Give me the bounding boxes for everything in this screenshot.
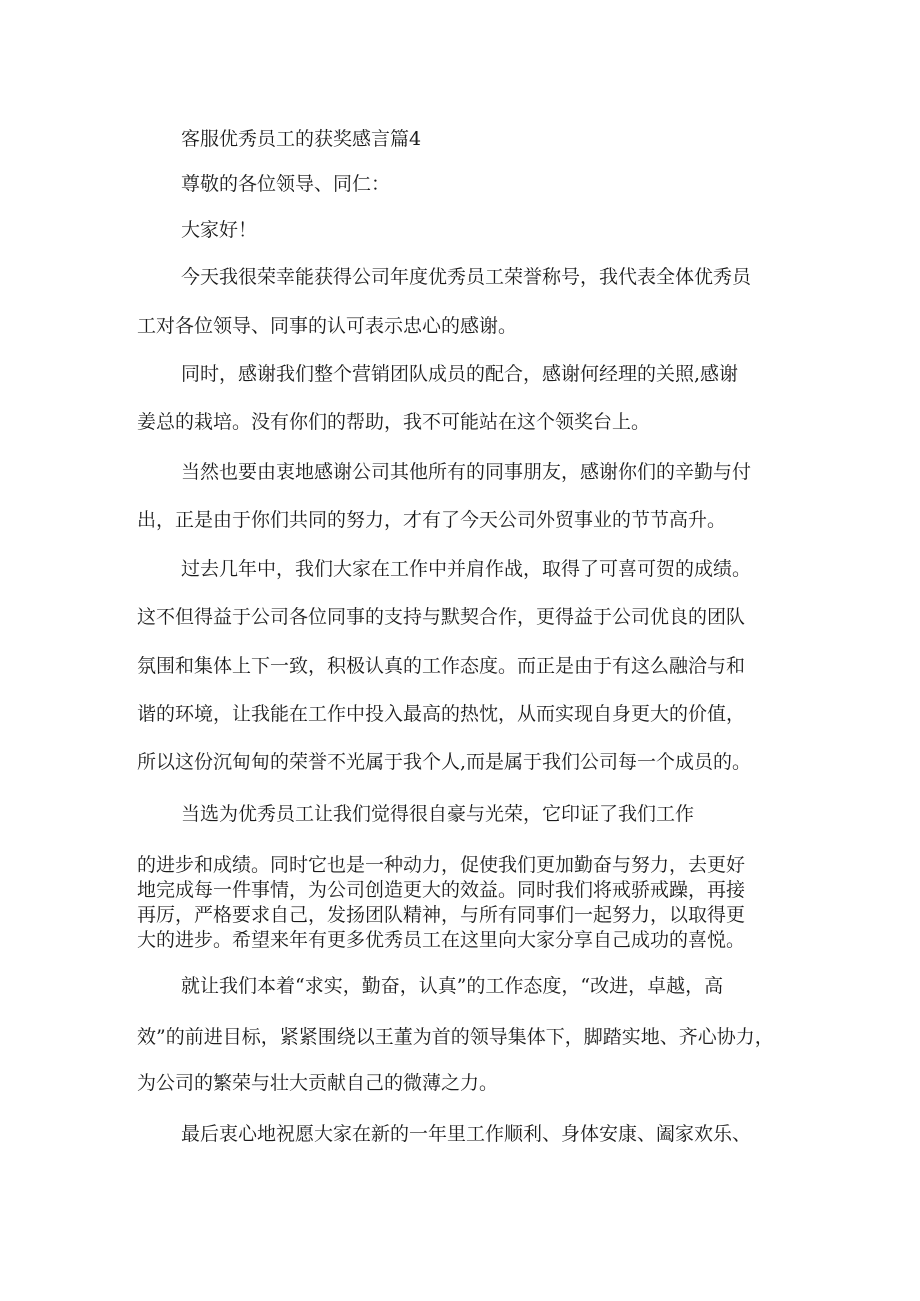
paragraph-line: 谐的环境，让我能在工作中投入最高的热忱，从而实现自身更大的价值，: [137, 703, 746, 725]
paragraph-line: 工对各位领导、同事的认可表示忠心的感谢。: [137, 315, 518, 337]
paragraph-line: 过去几年中，我们大家在工作中并肩作战，取得了可喜可贺的成绩。: [181, 558, 752, 580]
paragraph-line: 的进步和成绩。同时它也是一种动力，促使我们更加勤奋与努力，去更好: [137, 854, 746, 876]
paragraph-line: 今天我很荣幸能获得公司年度优秀员工荣誉称号，我代表全体优秀员: [181, 266, 752, 288]
paragraph-line: 出，正是由于你们共同的努力，才有了今天公司外贸事业的节节高升。: [137, 509, 727, 531]
document-title: 客服优秀员工的获奖感言篇4: [181, 128, 422, 150]
salutation: 尊敬的各位领导、同仁：: [181, 173, 391, 195]
paragraph-line: 所以这份沉甸甸的荣誉不光属于我个人,而是属于我们公司每一个成员的。: [137, 751, 752, 773]
paragraph-line: 姜总的栽培。没有你们的帮助，我不可能站在这个领奖台上。: [137, 411, 651, 433]
paragraph-line: 再厉，严格要求自己，发扬团队精神，与所有同事们一起努力，以取得更: [137, 904, 746, 926]
paragraph-line: 就让我们本着“求实，勤奋，认真”的工作态度，“改进，卓越，高: [181, 975, 724, 997]
paragraph-line: 效”的前进目标，紧紧围绕以王董为首的领导集体下，脚踏实地、齐心协力，: [137, 1026, 774, 1048]
paragraph-line: 最后衷心地祝愿大家在新的一年里工作顺利、身体安康、阖家欢乐、: [181, 1123, 752, 1145]
paragraph-line: 这不但得益于公司各位同事的支持与默契合作，更得益于公司优良的团队: [137, 606, 746, 628]
paragraph-line: 当然也要由衷地感谢公司其他所有的同事朋友，感谢你们的辛勤与付: [181, 461, 752, 483]
paragraph-line: 为公司的繁荣与壮大贡献自己的微薄之力。: [137, 1072, 499, 1094]
paragraph-line: 地完成每一件事情，为公司创造更大的效益。同时我们将戒骄戒躁，再接: [137, 879, 746, 901]
paragraph-line: 当选为优秀员工让我们觉得很自豪与光荣，它印证了我们工作: [181, 803, 695, 825]
paragraph-line: 氛围和集体上下一致，积极认真的工作态度。而正是由于有这么融洽与和: [137, 655, 746, 677]
paragraph-line: 大的进步。希望来年有更多优秀员工在这里向大家分享自己成功的喜悦。: [137, 929, 746, 951]
paragraph-line: 同时，感谢我们整个营销团队成员的配合，感谢何经理的关照,感谢: [181, 363, 739, 385]
greeting: 大家好！: [181, 219, 258, 241]
